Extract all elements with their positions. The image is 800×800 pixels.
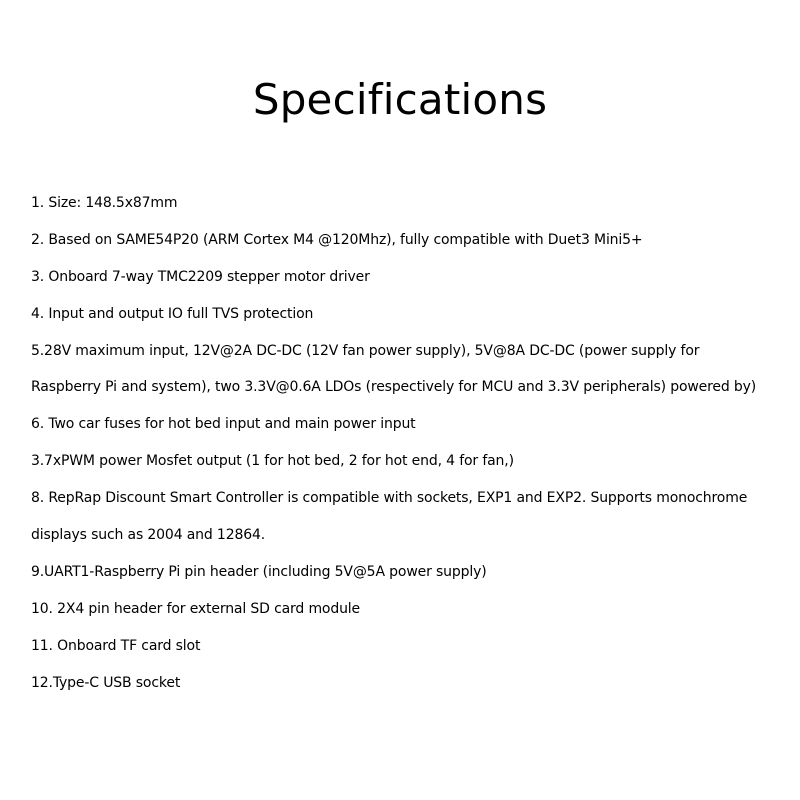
spec-line-6: 6. Two car fuses for hot bed input and main power input [31, 416, 416, 433]
page-title: Specifications [252, 75, 548, 124]
spec-line-1: 1. Size: 148.5x87mm [31, 195, 178, 211]
spec-line-3: 3. Onboard 7-way TMC2209 stepper motor driver [31, 268, 370, 285]
spec-line-12: 12.Type-C USB socket [31, 674, 181, 691]
spec-line-8a: 8. RepRap Discount Smart Controller is compatible with sockets, EXP1 and EXP2. Supports monochrome [31, 490, 748, 507]
spec-line-9: 9.UART1-Raspberry Pi pin header (including 5V@5A power supply) [31, 563, 487, 580]
spec-line-10: 10. 2X4 pin header for external SD card module [31, 600, 361, 617]
spec-line-11: 11. Onboard TF card slot [31, 637, 201, 654]
spec-line-5b: Raspberry Pi and system), two 3.3V@0.6A LDOs (respectively for MCU and 3.3V peripherals) powered by) [31, 379, 757, 396]
spec-line-4: 4. Input and output IO full TVS protection [31, 305, 314, 322]
spec-line-5a: 5.28V maximum input, 12V@2A DC-DC (12V fan power supply), 5V@8A DC-DC (power supply for [31, 342, 700, 359]
spec-list [31, 185, 791, 701]
spec-line-2: 2. Based on SAME54P20 (ARM Cortex M4 @120Mhz), fully compatible with Duet3 Mini5+ [31, 231, 643, 248]
spec-line-8b: displays such as 2004 and 12864. [31, 527, 266, 544]
spec-line-7: 3.7xPWM power Mosfet output (1 for hot bed, 2 for hot end, 4 for fan,) [31, 453, 514, 470]
